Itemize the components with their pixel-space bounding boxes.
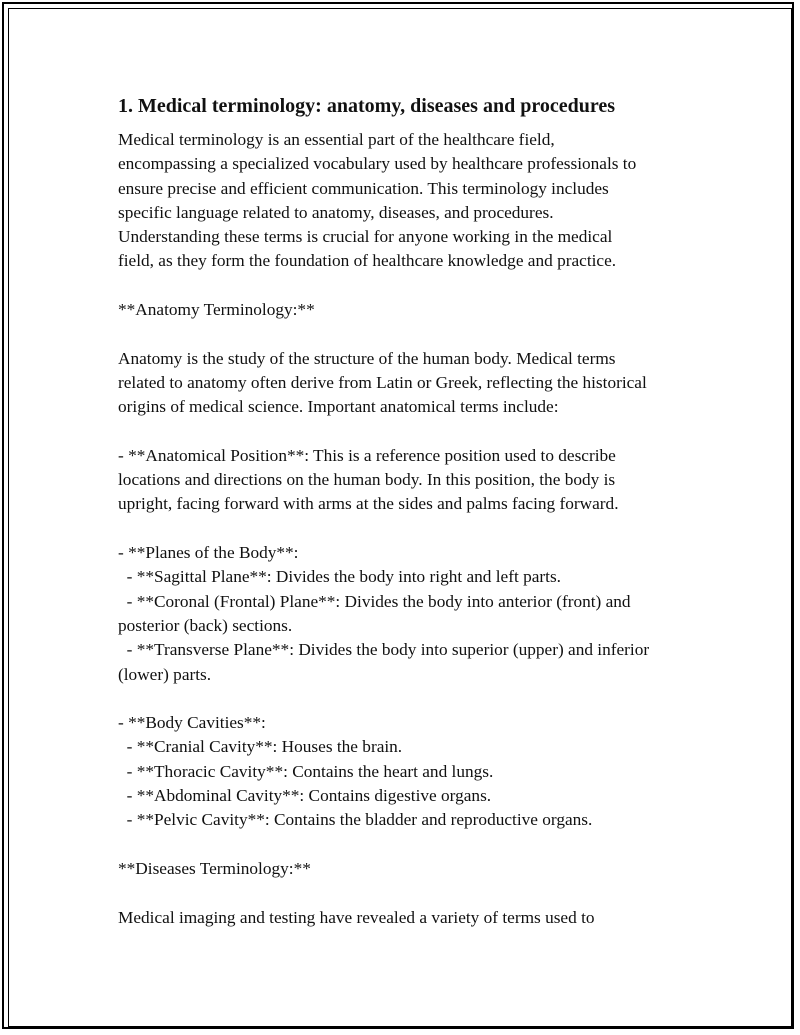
planes-list [118,541,718,687]
anatomy-intro-paragraph [118,347,718,420]
text-line: related to anatomy often derive from Latin or Greek, reflecting the historical [118,372,647,392]
document-body [118,92,718,930]
list-item: - **Cranial Cavity**: Houses the brain. [118,737,403,757]
list-item: - **Pelvic Cavity**: Contains the bladder and reproductive organs. [118,810,593,830]
list-item: - **Planes of the Body**: [118,543,299,563]
list-item: - **Thoracic Cavity**: Contains the heart and lungs. [118,761,494,781]
list-item: - **Body Cavities**: [118,713,266,733]
anatomy-heading: **Anatomy Terminology:** [118,300,315,320]
text-line: ensure precise and efficient communication. This terminology includes [118,178,609,198]
text-line: specific language related to anatomy, diseases, and procedures. [118,202,554,222]
text-line: Medical imaging and testing have revealed a variety of terms used to [118,907,595,927]
text-line: Medical terminology is an essential part of the healthcare field, [118,130,555,149]
diseases-intro-paragraph [118,906,718,930]
text-line: Anatomy is the study of the structure of the human body. Medical terms [118,348,616,368]
list-item: - **Sagittal Plane**: Divides the body into right and left parts. [118,567,562,587]
text-line: upright, facing forward with arms at the sides and palms facing forward. [118,494,619,514]
text-line: encompassing a specialized vocabulary used by healthcare professionals to [118,154,637,174]
document-title: 1. Medical terminology: anatomy, diseases and procedures [118,95,616,117]
list-item: - **Coronal (Frontal) Plane**: Divides the body into anterior (front) and [118,591,631,611]
list-item: posterior (back) sections. [118,615,293,635]
text-line: field, as they form the foundation of healthcare knowledge and practice. [118,251,617,271]
text-line: locations and directions on the human body. In this position, the body is [118,470,616,490]
list-item: - **Abdominal Cavity**: Contains digestive organs. [118,786,492,806]
list-item: - **Transverse Plane**: Divides the body into superior (upper) and inferior [118,640,650,660]
cavities-list [118,711,718,832]
text-line: Understanding these terms is crucial for anyone working in the medical [118,227,613,247]
diseases-heading: **Diseases Terminology:** [118,858,311,878]
text-line: origins of medical science. Important anatomical terms include: [118,397,559,417]
text-line: - **Anatomical Position**: This is a reference position used to describe [118,445,616,465]
intro-paragraph [118,128,718,274]
anatomical-position-item [118,444,718,517]
list-item: (lower) parts. [118,664,212,684]
